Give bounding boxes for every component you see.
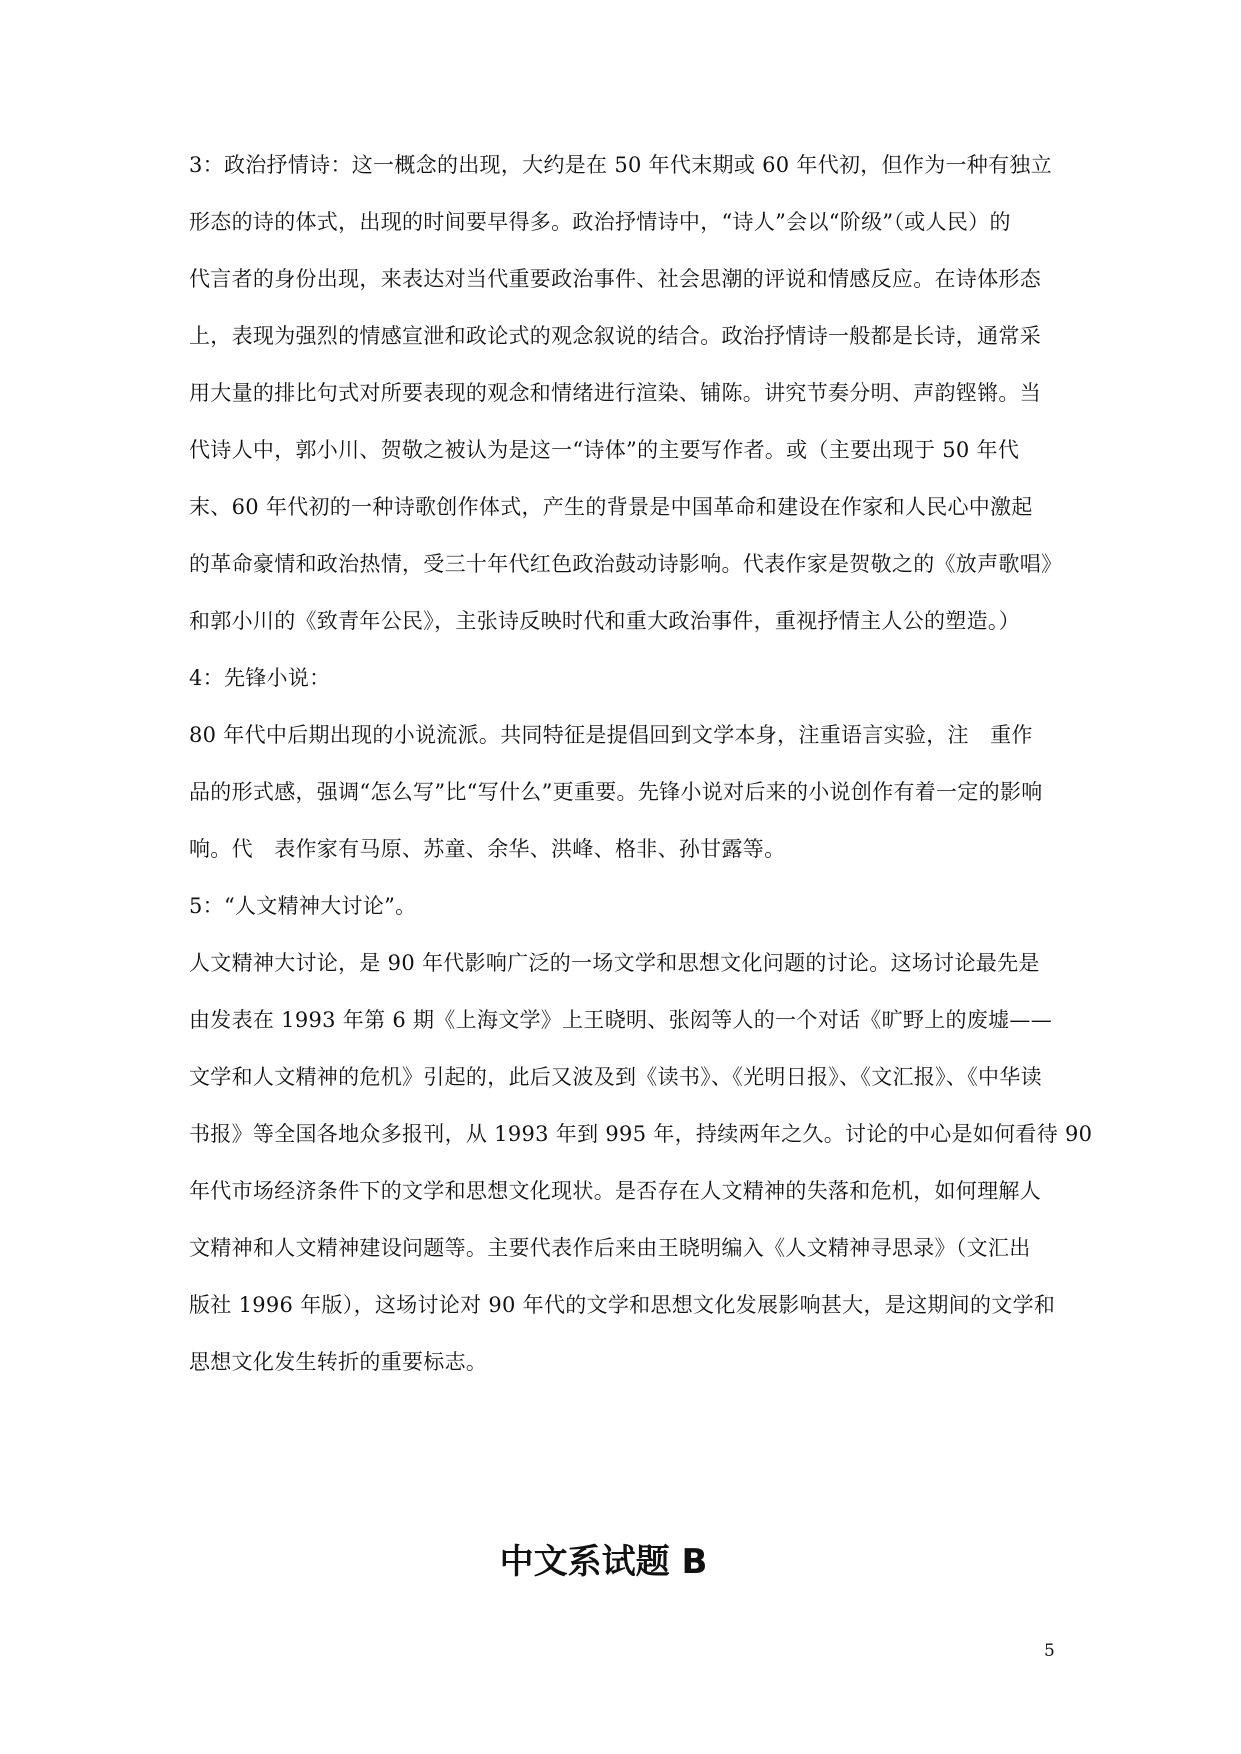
- text-line: 响。代 表作家有马原、苏童、余华、洪峰、格非、孙甘露等。: [189, 837, 786, 861]
- text-line: 思想文化发生转折的重要标志。: [189, 1350, 488, 1374]
- text-line: 品的形式感，强调“怎么写”比“写什么”更重要。先锋小说对后来的小说创作有着一定的影响: [189, 780, 1043, 804]
- exam-title-heading: 中文系试题 B: [499, 1542, 708, 1582]
- text-line: 由发表在 1993 年第 6 期《上海文学》上王晓明、张闳等人的一个对话《旷野上的废墟——: [189, 1008, 1053, 1032]
- page-number: 5: [1044, 1641, 1055, 1661]
- section-heading: 5：“人文精神大讨论”。: [189, 894, 417, 918]
- text-line: 年代市场经济条件下的文学和思想文化现状。是否存在人文精神的失落和危机，如何理解人: [189, 1179, 1041, 1203]
- text-line: 人文精神大讨论，是 90 年代影响广泛的一场文学和思想文化问题的讨论。这场讨论最先是: [189, 951, 1040, 975]
- text-line: 文学和人文精神的危机》引起的，此后又波及到《读书》、《光明日报》、《文汇报》、《中华读: [189, 1065, 1042, 1089]
- text-line: 80 年代中后期出现的小说流派。共同特征是提倡回到文学本身，注重语言实验，注 重作: [189, 723, 1033, 747]
- text-line: 上，表现为强烈的情感宣泄和政论式的观念叙说的结合。政治抒情诗一般都是长诗，通常采: [189, 324, 1041, 348]
- text-line: 末、60 年代初的一种诗歌创作体式，产生的背景是中国革命和建设在作家和人民心中激起: [189, 495, 1033, 519]
- text-line: 书报》等全国各地众多报刊，从 1993 年到 995 年，持续两年之久。讨论的中心是如何看待 90: [189, 1122, 1093, 1146]
- text-line: 文精神和人文精神建设问题等。主要代表作后来由王晓明编入《人文精神寻思录》（文汇出: [189, 1236, 1031, 1260]
- text-line: 代诗人中，郭小川、贺敬之被认为是这一“诗体”的主要写作者。或（主要出现于 50 年代: [189, 438, 1020, 462]
- text-line: 用大量的排比句式对所要表现的观念和情绪进行渲染、铺陈。讲究节奏分明、声韵铿锵。当: [189, 381, 1041, 405]
- text-line: 形态的诗的体式，出现的时间要早得多。政治抒情诗中，“诗人”会以“阶级”（或人民）的: [189, 210, 1011, 234]
- text-line: 版社 1996 年版），这场讨论对 90 年代的文学和思想文化发展影响甚大，是这期间的文学和: [189, 1293, 1056, 1317]
- text-line: 代言者的身份出现，来表达对当代重要政治事件、社会思潮的评说和情感反应。在诗体形态: [189, 267, 1041, 291]
- section-heading: 4：先锋小说：: [189, 666, 331, 690]
- text-line: 的革命豪情和政治热情，受三十年代红色政治鼓动诗影响。代表作家是贺敬之的《放声歌唱》: [189, 552, 1063, 576]
- text-line: 和郭小川的《致青年公民》，主张诗反映时代和重大政治事件，重视抒情主人公的塑造。）: [189, 609, 1020, 633]
- text-line: 3：政治抒情诗：这一概念的出现，大约是在 50 年代末期或 60 年代初，但作为一种有独立: [189, 153, 1053, 177]
